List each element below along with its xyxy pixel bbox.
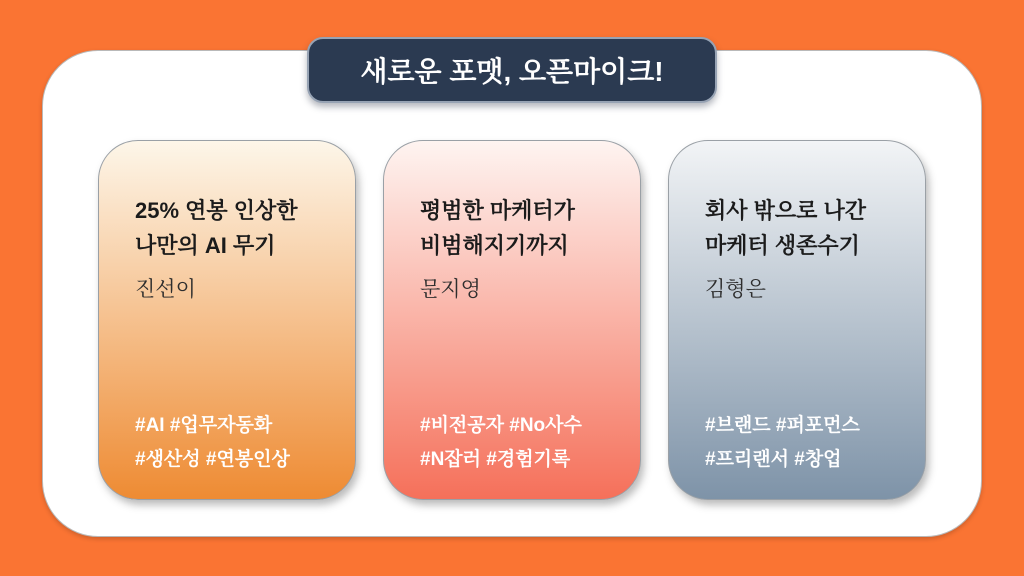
hashtags-line-1: #비전공자 #No사수	[420, 415, 582, 436]
session-title-line-2: 비범해지기까지	[420, 233, 569, 258]
session-title-line-2: 마케터 생존수기	[705, 233, 860, 258]
session-card-3	[668, 140, 926, 500]
session-title-line-1: 25% 연봉 인상한	[135, 198, 298, 223]
session-title	[420, 193, 622, 263]
hashtags-line-1: #AI #업무자동화	[135, 415, 273, 436]
hashtags-line-2: #생산성 #연봉인상	[135, 449, 290, 470]
session-title-line-2: 나만의 AI 무기	[135, 233, 276, 258]
session-card-1	[98, 140, 356, 500]
hashtags-line-2: #프리랜서 #창업	[705, 449, 842, 470]
session-title-line-1: 평범한 마케터가	[420, 198, 575, 223]
session-hashtags	[135, 409, 290, 477]
session-hashtags	[420, 409, 582, 477]
session-title	[705, 193, 907, 263]
session-hashtags	[705, 409, 860, 477]
session-card-2	[383, 140, 641, 500]
banner-title: 새로운 포맷, 오픈마이크!	[360, 56, 664, 87]
title-banner	[307, 37, 717, 103]
hashtags-line-1: #브랜드 #퍼포먼스	[705, 415, 860, 436]
speaker-name: 문지영	[420, 278, 481, 301]
session-title-line-1: 회사 밖으로 나간	[705, 198, 866, 223]
session-card-1-content	[135, 193, 337, 477]
speaker-name: 김형은	[705, 278, 766, 301]
hashtags-line-2: #N잡러 #경험기록	[420, 449, 571, 470]
session-title	[135, 193, 337, 263]
speaker-name: 진선이	[135, 278, 196, 301]
session-card-3-content	[705, 193, 907, 477]
session-card-2-content	[420, 193, 622, 477]
